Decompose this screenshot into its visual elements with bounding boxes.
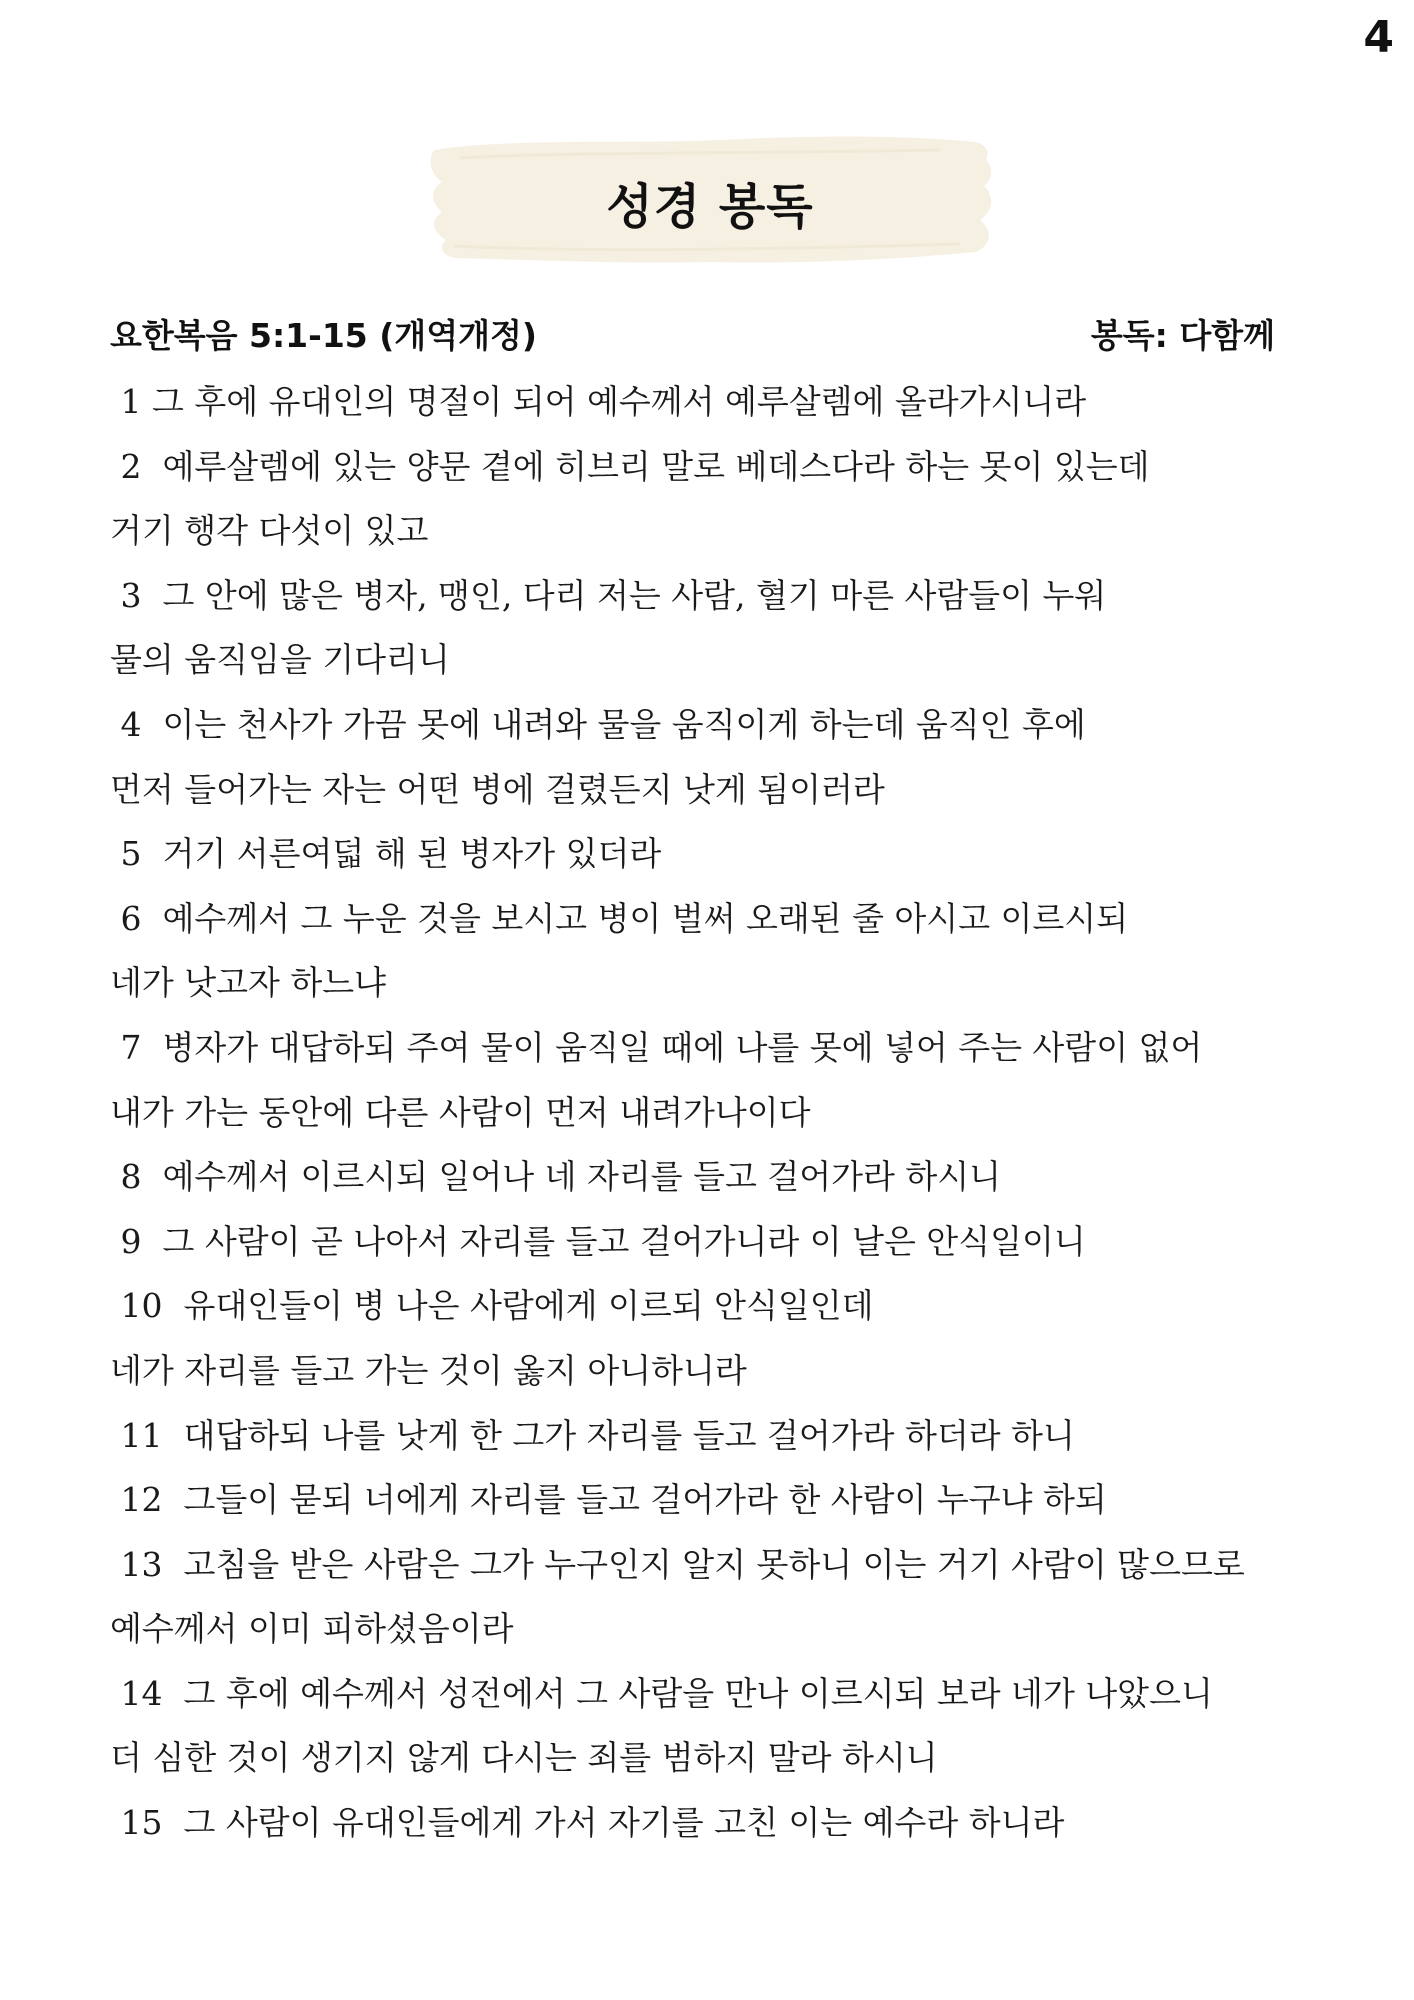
verse-line: 먼저 들어가는 자는 어떤 병에 걸렸든지 낫게 됨이러라 [110,769,885,809]
verse-line: 예수께서 이미 피하셨음이라 [110,1609,514,1649]
verse-line: 8 예수께서 이르시되 일어나 네 자리를 들고 걸어가라 하시니 [110,1157,1001,1197]
verse-line: 더 심한 것이 생기지 않게 다시는 죄를 범하지 말라 하시니 [110,1738,938,1778]
verse-line: 5 거기 서른여덟 해 된 병자가 있더라 [110,834,662,874]
verse-line: 15 그 사람이 유대인들에게 가서 자기를 고친 이는 예수라 하니라 [110,1803,1065,1843]
verse-line: 네가 자리를 들고 가는 것이 옳지 아니하니라 [110,1350,747,1390]
verse-line: 13 고침을 받은 사람은 그가 누구인지 알지 못하니 이는 거기 사람이 많으므로 [110,1544,1245,1584]
verse-line: 1 그 후에 유대인의 명절이 되어 예수께서 예루살렘에 올라가시니라 [110,382,1087,421]
verse-line: 4 이는 천사가 가끔 못에 내려와 물을 움직이게 하는데 움직인 후에 [110,704,1086,744]
passage-header [110,310,1275,357]
verse-line: 네가 낫고자 하느냐 [110,963,387,1003]
verse-line: 9 그 사람이 곧 나아서 자리를 들고 걸어가니라 이 날은 안식일이니 [110,1221,1086,1261]
page-number: 4 [1363,12,1394,63]
page-title: 성경 봉독 [606,179,814,235]
verse-line: 내가 가는 동안에 다른 사람이 먼저 내려가나이다 [110,1092,811,1132]
verse-line: 12 그들이 묻되 너에게 자리를 들고 걸어가라 한 사람이 누구냐 하되 [110,1480,1107,1520]
scripture-text [110,374,1310,1860]
title-banner [420,128,1000,278]
verse-line: 10 유대인들이 병 나은 사람에게 이르되 안식일인데 [110,1286,874,1326]
verse-line: 6 예수께서 그 누운 것을 보시고 병이 벌써 오래된 줄 아시고 이르시되 [110,898,1129,938]
verse-line: 물의 움직임을 기다리니 [110,640,450,680]
verse-line: 거기 행각 다섯이 있고 [110,511,429,551]
verse-line: 7 병자가 대답하되 주여 물이 움직일 때에 나를 못에 넣어 주는 사람이 없어 [110,1027,1203,1067]
verse-line: 2 예루살렘에 있는 양문 곁에 히브리 말로 베데스다라 하는 못이 있는데 [110,446,1150,486]
verse-line: 11 대답하되 나를 낫게 한 그가 자리를 들고 걸어가라 하더라 하니 [110,1415,1075,1455]
verse-line: 14 그 후에 예수께서 성전에서 그 사람을 만나 이르시되 보라 네가 나았으니 [110,1673,1213,1713]
verse-line: 3 그 안에 많은 병자, 맹인, 다리 저는 사람, 혈기 마른 사람들이 누워 [110,575,1107,615]
passage-reference: 요한복음 5:1-15 (개역개정) [110,316,537,355]
reader-label: 봉독: 다함께 [1090,316,1275,355]
